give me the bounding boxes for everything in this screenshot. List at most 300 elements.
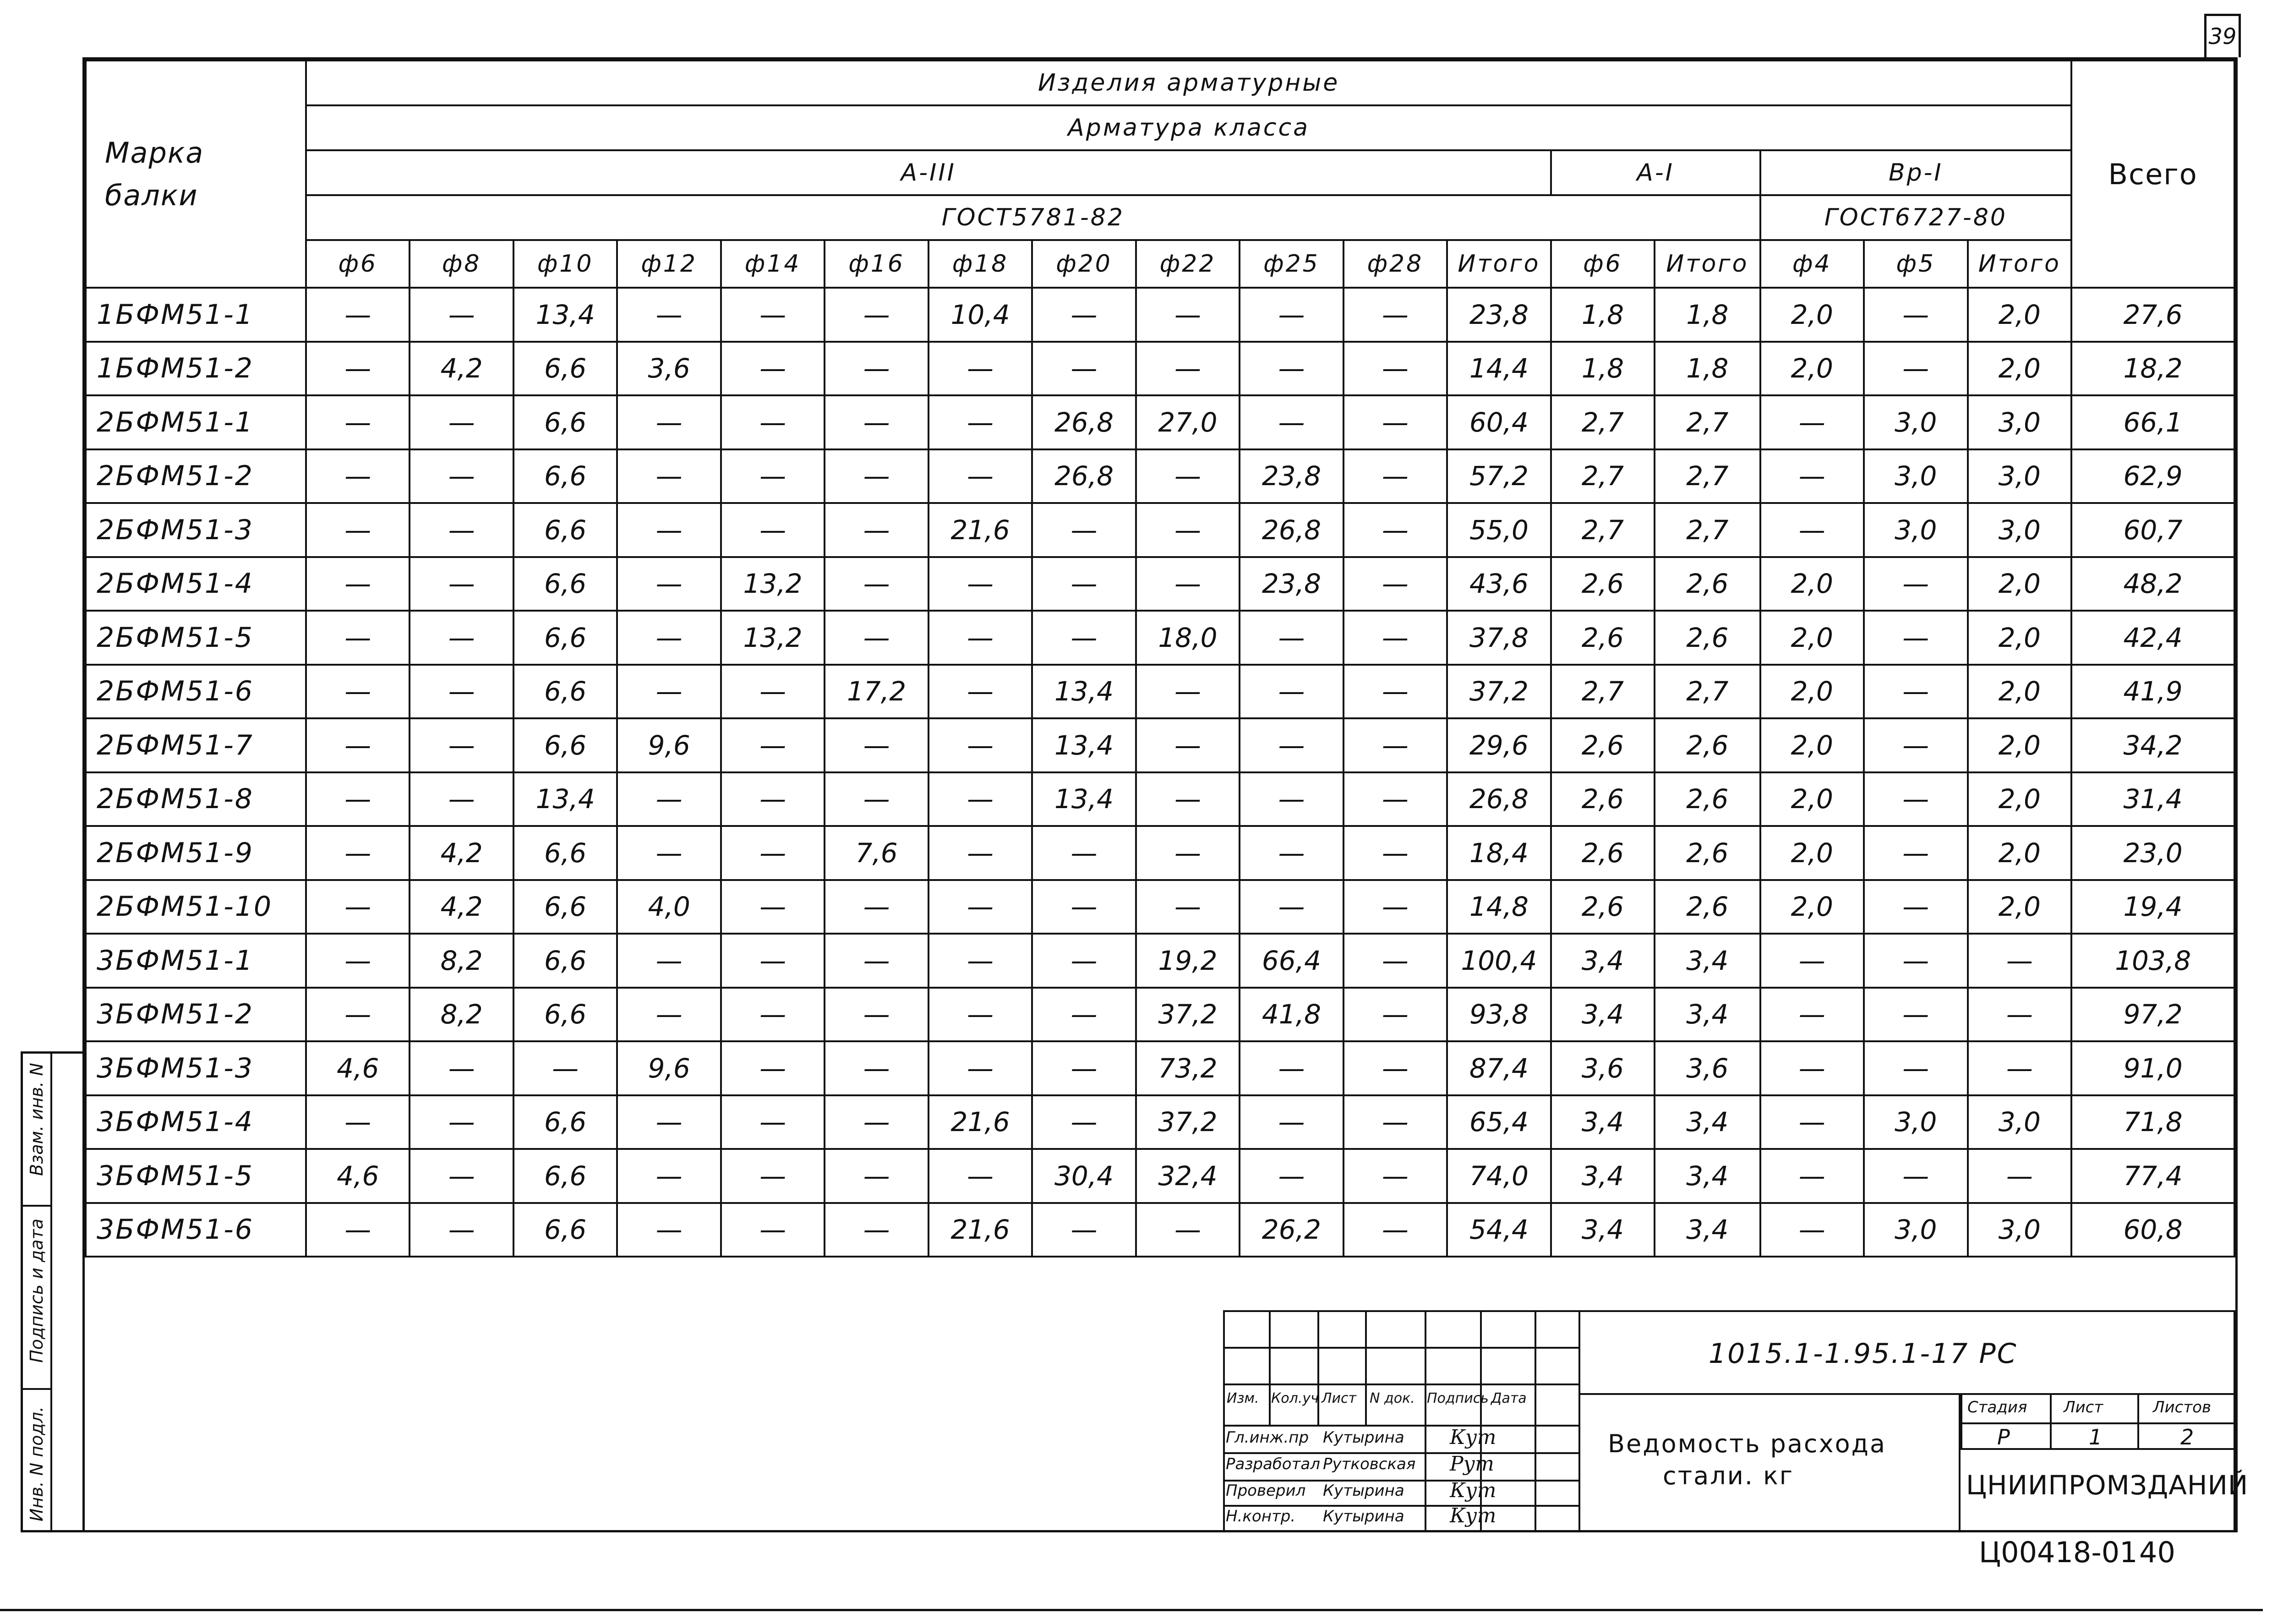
table-cell: — xyxy=(1344,1095,1447,1149)
table-cell: 3,4 xyxy=(1655,934,1760,988)
table-cell: 29,6 xyxy=(1447,718,1551,772)
table-cell: — xyxy=(1760,988,1864,1042)
table-cell: — xyxy=(928,988,1032,1042)
table-cell: 3,0 xyxy=(1968,449,2072,503)
table-cell: 4,0 xyxy=(617,880,721,934)
table-cell: — xyxy=(1344,934,1447,988)
mark-header: Марка балки xyxy=(86,60,306,288)
table-cell: 2,6 xyxy=(1655,826,1760,880)
table-cell: 4,2 xyxy=(410,826,513,880)
beam-mark: 2БФМ51-7 xyxy=(86,718,306,772)
table-cell: — xyxy=(1240,880,1343,934)
table-cell: — xyxy=(721,718,825,772)
total-header: Всего xyxy=(2071,60,2234,288)
table-cell: 6,6 xyxy=(513,826,617,880)
table-cell: — xyxy=(721,934,825,988)
revision-col-header: Изм. xyxy=(1227,1390,1259,1406)
table-cell: 2,7 xyxy=(1655,395,1760,449)
inv-podl-label: Инв. N подл. xyxy=(27,1406,47,1522)
table-cell: 18,2 xyxy=(2071,342,2234,396)
table-cell: 3,0 xyxy=(1864,395,1967,449)
revision-col-header: Кол.уч xyxy=(1271,1390,1319,1406)
table-cell: — xyxy=(1032,557,1136,611)
table-cell: 6,6 xyxy=(513,988,617,1042)
archive-page: 40 xyxy=(2139,1536,2175,1569)
table-cell: 3,6 xyxy=(1655,1041,1760,1095)
signature-razrab: Рут xyxy=(1450,1452,1494,1476)
table-cell: 19,4 xyxy=(2071,880,2234,934)
table-cell: 3,4 xyxy=(1655,988,1760,1042)
table-cell: 1,8 xyxy=(1551,342,1655,396)
table-cell: — xyxy=(1344,880,1447,934)
table-cell: — xyxy=(410,1203,513,1257)
table-cell: 1,8 xyxy=(1655,288,1760,342)
table-cell: — xyxy=(617,665,721,719)
beam-mark: 3БФМ51-4 xyxy=(86,1095,306,1149)
table-cell: 3,4 xyxy=(1551,1149,1655,1203)
table-cell: — xyxy=(825,718,928,772)
table-cell: 73,2 xyxy=(1136,1041,1240,1095)
table-cell: — xyxy=(410,718,513,772)
table-cell: 37,2 xyxy=(1136,1095,1240,1149)
beam-mark: 2БФМ51-5 xyxy=(86,611,306,665)
table-row xyxy=(86,557,2234,611)
table-cell: — xyxy=(1032,342,1136,396)
table-cell: 3,4 xyxy=(1551,934,1655,988)
table-cell: — xyxy=(825,288,928,342)
table-cell: — xyxy=(825,611,928,665)
table-cell: — xyxy=(1760,1203,1864,1257)
table-cell: — xyxy=(1240,1041,1343,1095)
table-cell: 4,2 xyxy=(410,342,513,396)
table-cell: 23,0 xyxy=(2071,826,2234,880)
table-cell: 3,0 xyxy=(1968,1095,2072,1149)
table-cell: 2,6 xyxy=(1655,557,1760,611)
diameter-a3-10: ф28 xyxy=(1344,240,1447,288)
table-cell: — xyxy=(1240,1095,1343,1149)
table-cell: — xyxy=(306,1095,410,1149)
title-line-1: Ведомость расхода xyxy=(1608,1429,1887,1458)
table-cell: — xyxy=(1136,449,1240,503)
table-cell: — xyxy=(410,288,513,342)
table-cell: — xyxy=(1760,934,1864,988)
table-cell: 3,4 xyxy=(1655,1203,1760,1257)
table-cell: — xyxy=(1864,665,1967,719)
table-cell: — xyxy=(1136,503,1240,557)
table-cell: 1,8 xyxy=(1655,342,1760,396)
table-cell: 66,4 xyxy=(1240,934,1343,988)
role-name: Рутковская xyxy=(1323,1455,1416,1473)
table-cell: — xyxy=(1760,1095,1864,1149)
table-cell: 2,7 xyxy=(1551,395,1655,449)
table-cell: 2,6 xyxy=(1551,772,1655,826)
table-cell: — xyxy=(1864,557,1967,611)
table-cell: 26,8 xyxy=(1240,503,1343,557)
table-row xyxy=(86,1203,2234,1257)
table-cell: 26,8 xyxy=(1032,395,1136,449)
beam-mark: 2БФМ51-8 xyxy=(86,772,306,826)
beam-mark: 2БФМ51-1 xyxy=(86,395,306,449)
table-cell: 21,6 xyxy=(928,503,1032,557)
vzam-inv-label: Взам. инв. N xyxy=(27,1063,47,1176)
table-cell: — xyxy=(1968,1041,2072,1095)
table-cell: — xyxy=(410,665,513,719)
table-cell: — xyxy=(306,665,410,719)
table-cell: 2,0 xyxy=(1968,772,2072,826)
table-cell: — xyxy=(825,772,928,826)
table-cell: — xyxy=(1136,826,1240,880)
doc-code: 1015.1-1.95.1-17 PC xyxy=(1709,1338,2018,1370)
table-cell: 8,2 xyxy=(410,988,513,1042)
table-cell: 2,6 xyxy=(1551,826,1655,880)
table-cell: 13,4 xyxy=(513,772,617,826)
table-cell: — xyxy=(1344,342,1447,396)
table-cell: 3,4 xyxy=(1551,1203,1655,1257)
table-cell: — xyxy=(306,772,410,826)
table-cell: — xyxy=(1344,988,1447,1042)
table-cell: — xyxy=(825,449,928,503)
table-cell: — xyxy=(928,449,1032,503)
table-cell: 6,6 xyxy=(513,1149,617,1203)
table-cell: — xyxy=(825,1095,928,1149)
table-cell: 65,4 xyxy=(1447,1095,1551,1149)
table-cell: — xyxy=(1968,934,2072,988)
table-cell: 3,0 xyxy=(1864,503,1967,557)
table-cell: — xyxy=(721,1203,825,1257)
signature-nkontr: Кут xyxy=(1450,1504,1496,1527)
table-cell: — xyxy=(410,772,513,826)
role-name: Кутырина xyxy=(1323,1507,1404,1526)
table-cell: — xyxy=(825,988,928,1042)
table-cell: — xyxy=(617,772,721,826)
table-cell: — xyxy=(721,395,825,449)
table-cell: — xyxy=(1344,288,1447,342)
table-cell: 18,0 xyxy=(1136,611,1240,665)
revision-col-header: Лист xyxy=(1322,1390,1357,1406)
table-cell: 4,2 xyxy=(410,880,513,934)
table-cell: 14,4 xyxy=(1447,342,1551,396)
diameter-a1-0: ф6 xyxy=(1551,240,1655,288)
table-cell: — xyxy=(928,1041,1032,1095)
table-cell: 2,7 xyxy=(1655,665,1760,719)
table-cell: 6,6 xyxy=(513,934,617,988)
table-cell: — xyxy=(1344,1149,1447,1203)
table-cell: 48,2 xyxy=(2071,557,2234,611)
table-cell: 2,0 xyxy=(1968,880,2072,934)
table-cell: 3,4 xyxy=(1551,988,1655,1042)
table-cell: 3,0 xyxy=(1968,1203,2072,1257)
table-cell: 2,0 xyxy=(1968,665,2072,719)
table-cell: — xyxy=(1240,665,1343,719)
table-row xyxy=(86,880,2234,934)
beam-mark: 2БФМ51-3 xyxy=(86,503,306,557)
table-cell: — xyxy=(410,1041,513,1095)
signature-prov: Кут xyxy=(1450,1479,1496,1502)
table-cell: — xyxy=(928,611,1032,665)
table-cell: — xyxy=(410,611,513,665)
table-cell: 2,0 xyxy=(1760,611,1864,665)
table-cell: 32,4 xyxy=(1136,1149,1240,1203)
table-cell: — xyxy=(1032,1203,1136,1257)
table-cell: — xyxy=(617,288,721,342)
table-cell: 2,0 xyxy=(1760,718,1864,772)
revision-col-header: N док. xyxy=(1370,1390,1415,1406)
table-cell: — xyxy=(1136,880,1240,934)
table-cell: — xyxy=(617,826,721,880)
table-cell: — xyxy=(617,1149,721,1203)
table-cell: 2,0 xyxy=(1968,826,2072,880)
table-cell: — xyxy=(928,826,1032,880)
table-cell: 3,0 xyxy=(1864,1203,1967,1257)
table-cell: 2,6 xyxy=(1551,718,1655,772)
table-cell: 4,6 xyxy=(306,1149,410,1203)
table-cell: — xyxy=(928,665,1032,719)
table-cell: — xyxy=(721,665,825,719)
table-header xyxy=(86,60,2234,288)
table-cell: — xyxy=(617,611,721,665)
table-cell: — xyxy=(410,1095,513,1149)
table-row xyxy=(86,611,2234,665)
table-cell: — xyxy=(928,557,1032,611)
table-cell: — xyxy=(410,449,513,503)
table-cell: 55,0 xyxy=(1447,503,1551,557)
table-cell: — xyxy=(1032,880,1136,934)
table-cell: — xyxy=(1032,1095,1136,1149)
table-cell: 6,6 xyxy=(513,718,617,772)
table-cell: — xyxy=(306,826,410,880)
table-cell: 31,4 xyxy=(2071,772,2234,826)
table-cell: 6,6 xyxy=(513,665,617,719)
table-cell: — xyxy=(1344,1203,1447,1257)
table-cell: 60,8 xyxy=(2071,1203,2234,1257)
beam-mark: 3БФМ51-5 xyxy=(86,1149,306,1203)
table-cell: — xyxy=(617,395,721,449)
beam-mark: 2БФМ51-6 xyxy=(86,665,306,719)
table-cell: 23,8 xyxy=(1447,288,1551,342)
table-cell: 2,0 xyxy=(1760,557,1864,611)
table-cell: 21,6 xyxy=(928,1095,1032,1149)
table-cell: 8,2 xyxy=(410,934,513,988)
table-cell: 97,2 xyxy=(2071,988,2234,1042)
table-cell: — xyxy=(1344,557,1447,611)
table-cell: 13,2 xyxy=(721,557,825,611)
table-cell: — xyxy=(928,772,1032,826)
diameter-a3-2: ф10 xyxy=(513,240,617,288)
table-cell: — xyxy=(617,934,721,988)
table-cell: 23,8 xyxy=(1240,449,1343,503)
table-cell: 87,4 xyxy=(1447,1041,1551,1095)
table-cell: — xyxy=(1136,1203,1240,1257)
table-cell: 3,6 xyxy=(1551,1041,1655,1095)
table-cell: 13,4 xyxy=(1032,772,1136,826)
table-cell: 3,0 xyxy=(1968,503,2072,557)
table-cell: 2,7 xyxy=(1551,665,1655,719)
table-cell: 43,6 xyxy=(1447,557,1551,611)
beam-mark: 1БФМ51-2 xyxy=(86,342,306,396)
table-cell: 2,7 xyxy=(1655,449,1760,503)
table-row xyxy=(86,342,2234,396)
table-row xyxy=(86,665,2234,719)
beam-mark: 3БФМ51-3 xyxy=(86,1041,306,1095)
diameter-a3-3: ф12 xyxy=(617,240,721,288)
table-cell: — xyxy=(1864,988,1967,1042)
table-cell: — xyxy=(1240,772,1343,826)
table-cell: — xyxy=(1240,1149,1343,1203)
table-cell: — xyxy=(825,1203,928,1257)
rebar-class-header: Арматура класса xyxy=(306,105,2071,150)
sheets-label: Листов xyxy=(2153,1398,2212,1416)
beam-mark: 3БФМ51-2 xyxy=(86,988,306,1042)
table-cell: 42,4 xyxy=(2071,611,2234,665)
table-cell: 26,8 xyxy=(1447,772,1551,826)
table-cell: — xyxy=(721,1095,825,1149)
table-cell: 2,0 xyxy=(1968,557,2072,611)
table-cell: — xyxy=(928,395,1032,449)
table-cell: — xyxy=(306,988,410,1042)
table-cell: — xyxy=(306,611,410,665)
table-cell: 37,2 xyxy=(1447,665,1551,719)
table-row xyxy=(86,1041,2234,1095)
steel-schedule-table xyxy=(85,60,2235,1258)
table-cell: 3,4 xyxy=(1655,1095,1760,1149)
table-cell: 2,0 xyxy=(1968,342,2072,396)
table-cell: 2,0 xyxy=(1760,288,1864,342)
diameter-bp-2: Итого xyxy=(1968,240,2072,288)
gost-a-header: ГОСТ5781-82 xyxy=(306,195,1760,240)
organization: ЦНИИПРОМЗДАНИЙ xyxy=(1966,1470,2249,1501)
table-cell: 21,6 xyxy=(928,1203,1032,1257)
table-cell: — xyxy=(825,557,928,611)
table-cell: 19,2 xyxy=(1136,934,1240,988)
table-cell: — xyxy=(1032,503,1136,557)
table-cell: — xyxy=(306,288,410,342)
table-cell: 34,2 xyxy=(2071,718,2234,772)
table-cell: — xyxy=(1032,934,1136,988)
table-cell: — xyxy=(1240,395,1343,449)
table-cell: — xyxy=(1240,826,1343,880)
table-row xyxy=(86,1095,2234,1149)
table-cell: — xyxy=(410,557,513,611)
table-cell: 60,4 xyxy=(1447,395,1551,449)
table-cell: 30,4 xyxy=(1032,1149,1136,1203)
role-name: Кутырина xyxy=(1323,1428,1404,1447)
table-cell: 37,8 xyxy=(1447,611,1551,665)
table-cell: — xyxy=(1344,395,1447,449)
table-cell: — xyxy=(1136,772,1240,826)
table-cell: 54,4 xyxy=(1447,1203,1551,1257)
diameter-a3-4: ф14 xyxy=(721,240,825,288)
table-cell: 6,6 xyxy=(513,1203,617,1257)
side-stamp xyxy=(21,1051,85,1532)
table-cell: 10,4 xyxy=(928,288,1032,342)
table-cell: — xyxy=(306,395,410,449)
beam-mark: 2БФМ51-10 xyxy=(86,880,306,934)
table-cell: — xyxy=(617,449,721,503)
table-cell: — xyxy=(1968,1149,2072,1203)
table-cell: — xyxy=(1760,449,1864,503)
table-cell: 18,4 xyxy=(1447,826,1551,880)
table-cell: 91,0 xyxy=(2071,1041,2234,1095)
diameter-bp-1: ф5 xyxy=(1864,240,1967,288)
table-row xyxy=(86,503,2234,557)
table-cell: 2,0 xyxy=(1760,342,1864,396)
table-cell: — xyxy=(825,1149,928,1203)
class-a3-header: А-III xyxy=(306,150,1551,195)
table-row xyxy=(86,1149,2234,1203)
table-cell: 13,2 xyxy=(721,611,825,665)
table-cell: 2,7 xyxy=(1551,503,1655,557)
table-cell: 14,8 xyxy=(1447,880,1551,934)
diameter-a3-5: ф16 xyxy=(825,240,928,288)
table-cell: 9,6 xyxy=(617,1041,721,1095)
sheet-number: 39 xyxy=(2204,14,2241,57)
table-cell: 13,4 xyxy=(1032,665,1136,719)
table-cell: — xyxy=(1344,503,1447,557)
signature-gip: Кут xyxy=(1450,1426,1496,1449)
table-cell: — xyxy=(1864,880,1967,934)
table-cell: — xyxy=(1240,718,1343,772)
table-cell: — xyxy=(410,503,513,557)
table-cell: 100,4 xyxy=(1447,934,1551,988)
table-cell: 4,6 xyxy=(306,1041,410,1095)
table-cell: — xyxy=(928,880,1032,934)
table-cell: — xyxy=(410,1149,513,1203)
beam-mark: 2БФМ51-4 xyxy=(86,557,306,611)
diameter-a3-7: ф20 xyxy=(1032,240,1136,288)
table-cell: 66,1 xyxy=(2071,395,2234,449)
table-cell: 37,2 xyxy=(1136,988,1240,1042)
table-cell: 3,0 xyxy=(1864,449,1967,503)
table-cell: 6,6 xyxy=(513,611,617,665)
table-row xyxy=(86,288,2234,342)
table-cell: 2,0 xyxy=(1968,718,2072,772)
table-row xyxy=(86,395,2234,449)
table-cell: — xyxy=(721,503,825,557)
title-block xyxy=(1223,1310,2249,1532)
diameter-a3-0: ф6 xyxy=(306,240,410,288)
table-cell: — xyxy=(825,503,928,557)
table-cell: — xyxy=(617,503,721,557)
table-cell: — xyxy=(1344,449,1447,503)
table-cell: — xyxy=(1864,718,1967,772)
archive-number: Ц00418-01 xyxy=(1979,1536,2138,1569)
table-cell: 2,6 xyxy=(1655,772,1760,826)
table-cell: 3,0 xyxy=(1968,395,2072,449)
table-cell: 6,6 xyxy=(513,880,617,934)
podpis-data-label: Подпись и дата xyxy=(27,1219,47,1363)
table-cell: — xyxy=(1864,772,1967,826)
table-cell: — xyxy=(825,880,928,934)
table-cell: 6,6 xyxy=(513,342,617,396)
table-cell: 2,6 xyxy=(1655,880,1760,934)
beam-mark: 2БФМ51-2 xyxy=(86,449,306,503)
table-row xyxy=(86,449,2234,503)
table-cell: — xyxy=(721,1041,825,1095)
table-cell: 2,7 xyxy=(1655,503,1760,557)
table-cell: — xyxy=(928,342,1032,396)
diameter-a3-1: ф8 xyxy=(410,240,513,288)
table-cell: — xyxy=(1240,342,1343,396)
products-header: Изделия арматурные xyxy=(306,60,2071,105)
table-cell: — xyxy=(1864,826,1967,880)
table-cell: — xyxy=(1864,1041,1967,1095)
table-cell: — xyxy=(1344,826,1447,880)
beam-mark: 1БФМ51-1 xyxy=(86,288,306,342)
table-cell: — xyxy=(721,988,825,1042)
bottom-trim-line xyxy=(0,1609,2263,1611)
table-cell: — xyxy=(721,288,825,342)
title-line-2: стали. кг xyxy=(1663,1461,1794,1490)
